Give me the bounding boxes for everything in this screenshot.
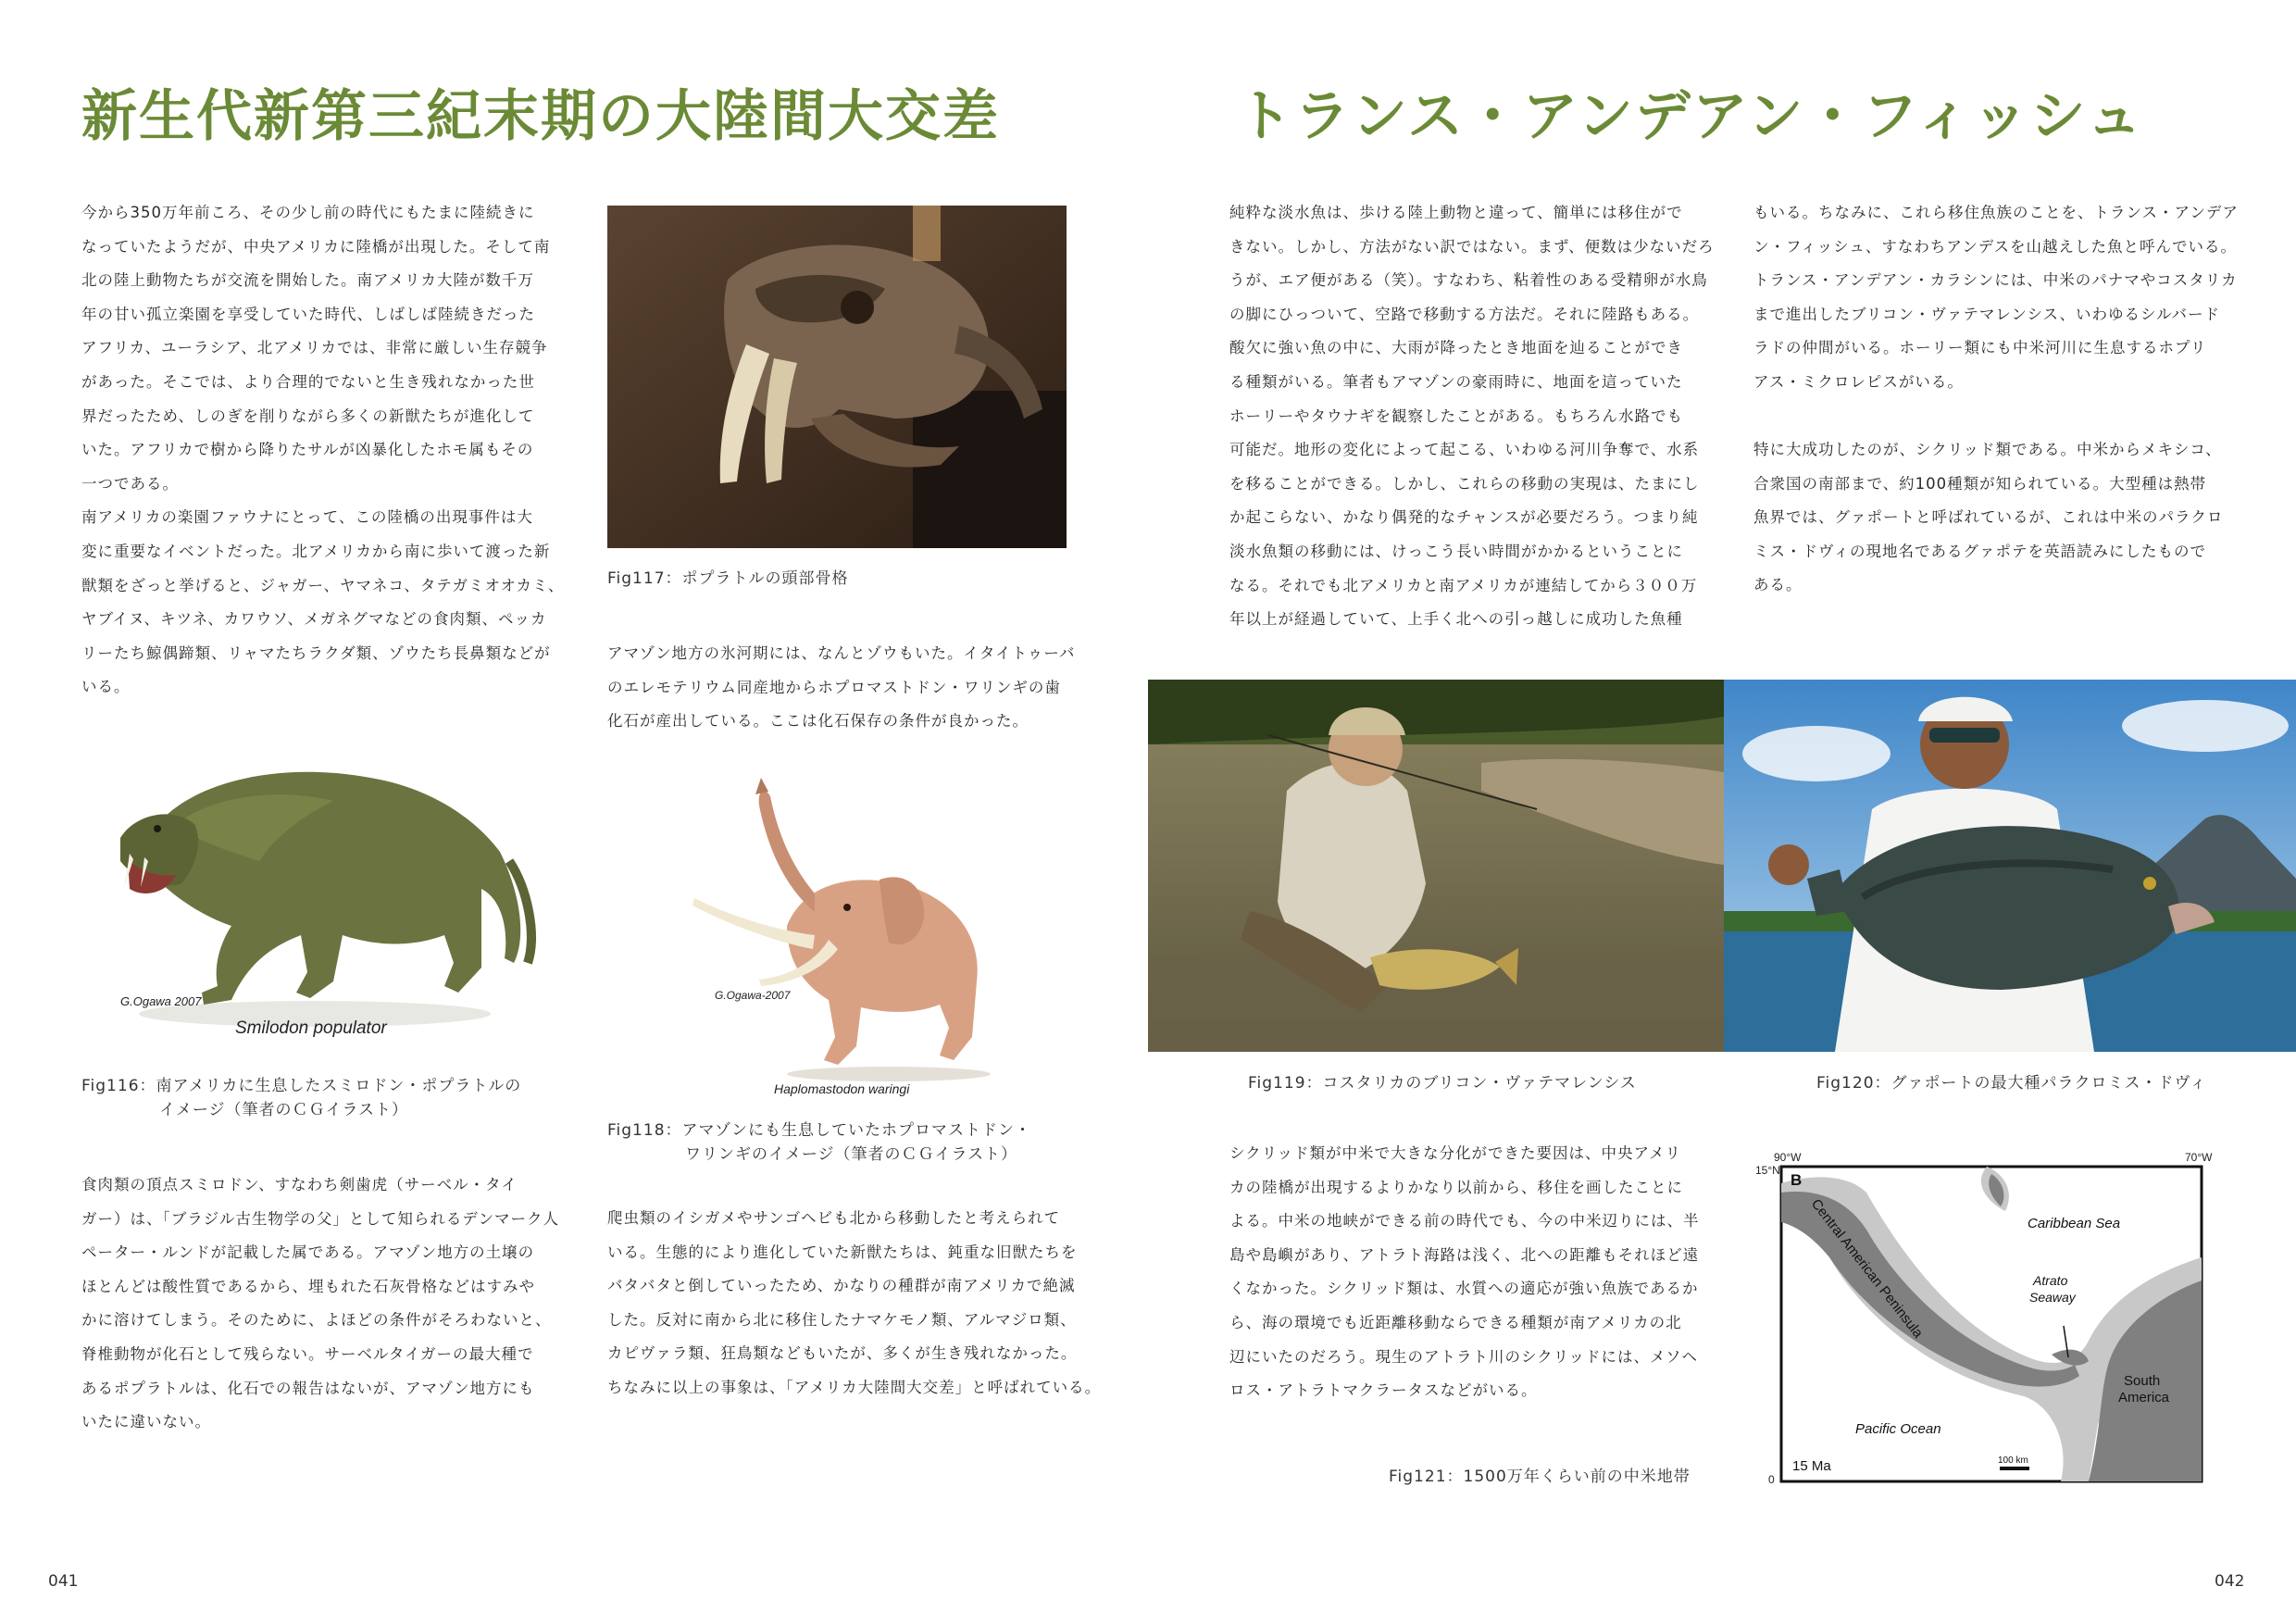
mastodon-illustration: [676, 778, 1009, 1083]
text-line: いたに違いない。: [81, 1413, 211, 1431]
text-line: 合衆国の南部まで、約100種類が知られている。大型種は熱帯: [1753, 474, 2207, 493]
fig120-caption: Fig120：グァポートの最大種パラクロミス・ドヴィ: [1816, 1074, 2207, 1093]
map-lat-bottom: 0: [1768, 1473, 1775, 1486]
angler-river-photo: [1148, 680, 1724, 1052]
text-line: ン・フィッシュ、すなわちアンデスを山越えした魚と呼んでいる。: [1753, 237, 2238, 256]
col1-para3: [81, 1168, 559, 1440]
fig117-caption: Fig117：ポプラトルの頭部骨格: [607, 569, 849, 588]
text-line: した。反対に南から北に移住したナマケモノ類、アルマジロ類、: [607, 1310, 1077, 1329]
text-line: よる。中米の地峡ができる前の時代でも、今の中米辺りには、半: [1229, 1212, 1700, 1230]
text-line: くなかった。シクリッド類は、水質への適応が強い魚族であるか: [1229, 1280, 1699, 1298]
map-scale-bar: [2000, 1467, 2029, 1470]
text-line: ラドの仲間がいる。ホーリー類にも中米河川に生息するホプリ: [1753, 339, 2207, 357]
text-line: なる。それでも北アメリカと南アメリカが連結してから３００万: [1229, 576, 1698, 594]
text-line: カピヴァラ類、狂鳥類などもいたが、多くが生き残れなかった。: [607, 1344, 1078, 1363]
text-line: を移ることができる。しかし、これらの移動の実現は、たまにし: [1229, 474, 1700, 493]
smilodon-skull-photo: [607, 206, 1067, 548]
map-lon-right: 70°W: [2185, 1151, 2213, 1164]
angler-cichlid-photo: [1724, 680, 2296, 1052]
map-atrato-label: Atrato: [2033, 1273, 2068, 1288]
text-line: があった。そこでは、より合理的でないと生き残れなかった世: [81, 372, 535, 391]
map-peninsula-label: Central American Peninsula: [1807, 1195, 1927, 1342]
col4-para1: [1753, 196, 2239, 400]
text-line: 化石が産出している。ここは化石保存の条件が良かった。: [607, 712, 1029, 731]
text-line: 今から350万年前ころ、その少し前の時代にもたまに陸続きに: [81, 204, 535, 221]
text-line: 可能だ。地形の変化によって起こる、いわゆる河川争奪で、水系: [1229, 441, 1700, 459]
text-line: アス・ミクロレピスがいる。: [1753, 372, 1964, 391]
text-line: 脊椎動物が化石として残らない。サーベルタイガーの最大種で: [81, 1344, 534, 1363]
fig118-caption: [607, 1118, 1031, 1167]
text-line: 年の甘い孤立楽園を享受していた時代、しばしば陸続きだった: [81, 305, 535, 323]
text-line: きない。しかし、方法がない訳ではない。まず、便数は少ないだろ: [1229, 237, 1715, 256]
fig118-image: [676, 778, 1009, 1083]
fig116-species: Smilodon populator: [235, 1018, 387, 1038]
text-line: トランス・アンデアン・カラシンには、中米のパナマやコスタリカ: [1753, 271, 2238, 290]
page-number-right: 042: [2215, 1572, 2245, 1591]
text-line: 特に大成功したのが、シクリッド類である。中米からメキシコ、: [1753, 441, 2222, 458]
text-line: かに溶けてしまう。そのために、よほどの条件がそろわないと、: [81, 1311, 552, 1330]
central-america-map: [1755, 1146, 2218, 1498]
map-pacific-label: Pacific Ocean: [1855, 1421, 1941, 1437]
map-scale-label: 100 km: [1998, 1455, 2028, 1466]
col2-para1: [607, 637, 1075, 739]
text-line: ロス・アトラトマクラータスなどがいる。: [1229, 1381, 1538, 1400]
map-lon-left: 90°W: [1774, 1151, 1802, 1164]
caption-line: Fig116：南アメリカに生息したスミロドン・ポプラトルの: [81, 1077, 522, 1095]
text-line: 一つである。: [81, 474, 179, 493]
text-line: 南アメリカの楽園ファウナにとって、この陸橋の出現事件は大: [81, 508, 533, 527]
text-line: ある。: [1753, 576, 1803, 594]
text-line: 食肉類の頂点スミロドン、すなわち剣歯虎（サーベル・タイ: [81, 1176, 518, 1193]
text-line: うが、エア便がある（笑）。すなわち、粘着性のある受精卵が水鳥: [1229, 271, 1708, 290]
map-age-label: 15 Ma: [1792, 1458, 1831, 1474]
map-lat-top: 15°N: [1755, 1164, 1780, 1177]
left-page-title: 新生代新第三紀末期の大陸間大交差: [81, 84, 1000, 149]
fig116-credit: G.Ogawa 2007: [120, 994, 202, 1008]
fig118-species: Haplomastodon waringi: [774, 1081, 910, 1096]
text-line: ガー）は、「ブラジル古生物学の父」として知られるデンマーク人: [81, 1209, 560, 1228]
text-line: 北の陸上動物たちが交流を開始した。南アメリカ大陸が数千万: [81, 271, 534, 290]
text-line: 魚界では、グァポートと呼ばれているが、これは中米のパラクロ: [1753, 508, 2224, 527]
text-line: 酸欠に強い魚の中に、大雨が降ったとき地面を辿ることができ: [1229, 339, 1683, 357]
fig121-map: [1755, 1146, 2218, 1498]
text-line: 年以上が経過していて、上手く北への引っ越しに成功した魚種: [1229, 610, 1683, 629]
text-line: 淡水魚類の移動には、けっこう長い時間がかかるということに: [1229, 542, 1683, 560]
text-line: か起こらない、かなり偶発的なチャンスが必要だろう。つまり純: [1229, 508, 1699, 527]
fig121-caption: Fig121：1500万年くらい前の中米地帯: [1389, 1468, 1691, 1486]
text-line: の脚にひっついて、空路で移動する方法だ。それに陸路もある。: [1229, 305, 1700, 323]
text-line: 獣類をざっと挙げると、ジャガー、ヤマネコ、タテガミオオカミ、: [81, 576, 565, 594]
caption-line: ワリンギのイメージ（筆者のＣＧイラスト）: [685, 1145, 1017, 1164]
text-line: いる。: [81, 678, 131, 696]
text-line: る種類がいる。筆者もアマゾンの豪雨時に、地面を這っていた: [1229, 372, 1683, 391]
text-line: ミス・ドヴィの現地名であるグァポテを英語読みにしたもので: [1753, 542, 2207, 560]
map-south-label: South: [2124, 1373, 2161, 1389]
col3-para1: [1229, 196, 1715, 637]
col4-para2: [1753, 433, 2224, 603]
text-line: ちなみに以上の事象は、「アメリカ大陸間大交差」と呼ばれている。: [607, 1378, 1102, 1396]
text-line: いた。アフリカで樹から降りたサルが凶暴化したホモ属もその: [81, 441, 534, 459]
page-number-left: 041: [48, 1572, 79, 1591]
caption-line: Fig118：アマゾンにも生息していたホプロマストドン・: [607, 1121, 1031, 1140]
text-line: もいる。ちなみに、これら移住魚族のことを、トランス・アンデア: [1753, 204, 2239, 221]
text-line: 純粋な淡水魚は、歩ける陸上動物と違って、簡単には移住がで: [1229, 204, 1683, 221]
fig118-credit: G.Ogawa-2007: [715, 989, 791, 1002]
caption-line: イメージ（筆者のＣＧイラスト）: [159, 1101, 408, 1119]
map-caribbean-label: Caribbean Sea: [2028, 1216, 2121, 1231]
fig120-photo: [1724, 680, 2296, 1052]
text-line: 爬虫類のイシガメやサンゴヘビも北から移動したと考えられて: [607, 1209, 1061, 1227]
text-line: のエレモテリウム同産地からホプロマストドン・ワリンギの歯: [607, 678, 1061, 696]
text-line: ヤブイヌ、キツネ、カワウソ、メガネグマなどの食肉類、ペッカ: [81, 610, 547, 629]
map-seaway-label: Seaway: [2029, 1290, 2076, 1305]
col1-para1: [81, 196, 564, 705]
right-page-title: トランス・アンデアン・フィッシュ: [1237, 84, 2144, 149]
text-line: アマゾン地方の氷河期には、なんとゾウもいた。イタイトゥーバ: [607, 644, 1076, 662]
text-line: 島や島嶼があり、アトラト海路は浅く、北への距離もそれほど遠: [1229, 1245, 1700, 1264]
text-line: リーたち鯨偶蹄類、リャマたちラクダ類、ゾウたち長鼻類などが: [81, 643, 551, 662]
map-panel-label: B: [1791, 1171, 1803, 1189]
text-line: カの陸橋が出現するよりかなり以前から、移住を画したことに: [1229, 1178, 1683, 1196]
text-line: まで進出したブリコン・ヴァテマレンシス、いわゆるシルバード: [1753, 305, 2220, 323]
text-line: 変に重要なイベントだった。北アメリカから南に歩いて渡った新: [81, 542, 551, 560]
col3-para2: [1229, 1137, 1700, 1408]
text-line: ペーター・ルンドが記載した属である。アマゾン地方の土壌の: [81, 1243, 535, 1262]
text-line: あるポプラトルは、化石での報告はないが、アマゾン地方にも: [81, 1379, 535, 1397]
fig116-caption: [81, 1074, 521, 1122]
text-line: なっていたようだが、中央アメリカに陸橋が出現した。そして南: [81, 237, 551, 256]
text-line: 界だったため、しのぎを削りながら多くの新獣たちが進化して: [81, 406, 535, 425]
fig119-caption: Fig119：コスタリカのブリコン・ヴァテマレンシス: [1248, 1074, 1637, 1093]
fig117-photo: [607, 206, 1067, 548]
col2-para2: [607, 1202, 1101, 1405]
text-line: 辺にいたのだろう。現生のアトラト川のシクリッドには、メソヘ: [1229, 1347, 1699, 1366]
text-line: ほとんどは酸性質であるから、埋もれた石灰骨格などはすみや: [81, 1277, 535, 1295]
text-line: アフリカ、ユーラシア、北アメリカでは、非常に厳しい生存競争: [81, 339, 548, 357]
text-line: シクリッド類が中米で大きな分化ができた要因は、中央アメリ: [1229, 1144, 1682, 1162]
text-line: バタバタと倒していったため、かなりの種群が南アメリカで絶滅: [607, 1277, 1076, 1295]
text-line: いる。生態的により進化していた新獣たちは、鈍重な旧獣たちを: [607, 1243, 1078, 1261]
map-america-label: America: [2118, 1390, 2170, 1405]
fig119-photo: [1148, 680, 1724, 1052]
text-line: ホーリーやタウナギを観察したことがある。もちろん水路でも: [1229, 406, 1683, 425]
text-line: ら、海の環境でも近距離移動ならできる種類が南アメリカの北: [1229, 1313, 1682, 1331]
